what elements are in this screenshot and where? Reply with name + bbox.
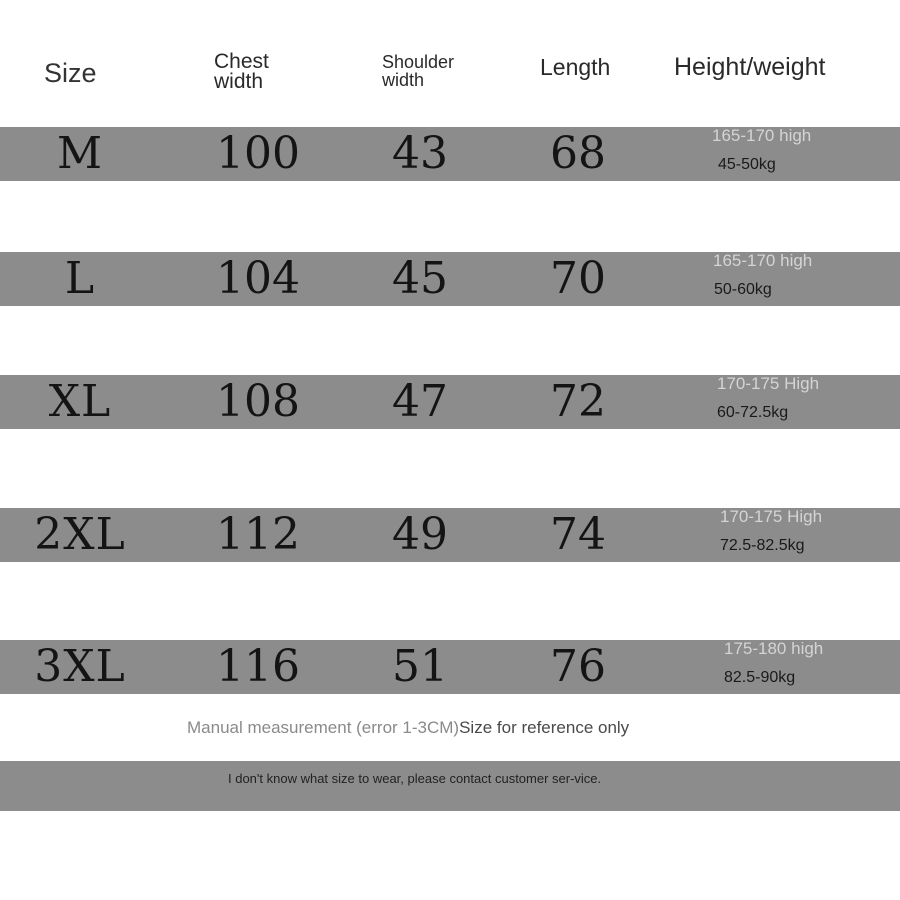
row-size: M <box>56 128 104 179</box>
header-shoulder-line1: Shoulder <box>382 52 455 72</box>
size-row-m <box>0 127 900 181</box>
row-chest: 112 <box>216 509 300 560</box>
row-weight: 45-50kg <box>718 156 776 173</box>
header-chest-line1: Chest <box>214 50 269 73</box>
row-weight: 50-60kg <box>714 281 772 298</box>
row-size: XL <box>48 376 112 427</box>
reference-only-text: Size for reference only <box>459 718 630 737</box>
row-height: 170-175 High <box>720 507 823 526</box>
row-length: 70 <box>550 253 606 304</box>
row-size: 2XL <box>34 509 126 560</box>
measurement-error-text: Manual measurement (error 1-3CM) <box>187 718 460 737</box>
row-chest: 116 <box>216 641 300 692</box>
row-shoulder: 49 <box>392 509 448 560</box>
contact-banner <box>0 761 900 811</box>
row-length: 76 <box>550 641 606 692</box>
size-row-2xl <box>0 508 900 562</box>
size-row-l <box>0 252 900 306</box>
row-height: 165-170 high <box>713 251 813 270</box>
header-height-weight: Height/weight <box>674 53 826 81</box>
size-row-xl <box>0 375 900 429</box>
row-weight: 72.5-82.5kg <box>720 537 805 554</box>
row-weight: 60-72.5kg <box>717 404 789 421</box>
row-chest: 104 <box>216 253 300 304</box>
header-chest-line2: width <box>214 69 264 93</box>
row-weight: 82.5-90kg <box>724 669 796 686</box>
row-height: 165-170 high <box>712 126 812 145</box>
size-row-3xl <box>0 640 900 694</box>
row-shoulder: 51 <box>392 641 448 692</box>
row-size: L <box>64 253 96 304</box>
row-length: 74 <box>550 509 606 560</box>
header-shoulder-line2: width <box>382 70 425 90</box>
contact-text: I don't know what size to wear, please contact customer ser-vice. <box>228 771 602 786</box>
header-shoulder-width <box>382 53 492 89</box>
row-length: 72 <box>550 376 606 427</box>
row-size: 3XL <box>34 641 126 692</box>
row-chest: 108 <box>216 376 300 427</box>
row-height: 170-175 High <box>717 374 820 393</box>
row-chest: 100 <box>216 128 300 179</box>
measurement-note <box>187 718 629 738</box>
header-length: Length <box>540 54 611 80</box>
row-shoulder: 47 <box>392 376 448 427</box>
row-shoulder: 45 <box>392 253 448 304</box>
header-size: Size <box>44 58 97 88</box>
row-shoulder: 43 <box>392 128 448 179</box>
header-chest-width <box>214 52 304 92</box>
row-height: 175-180 high <box>724 639 824 658</box>
row-length: 68 <box>550 128 606 179</box>
